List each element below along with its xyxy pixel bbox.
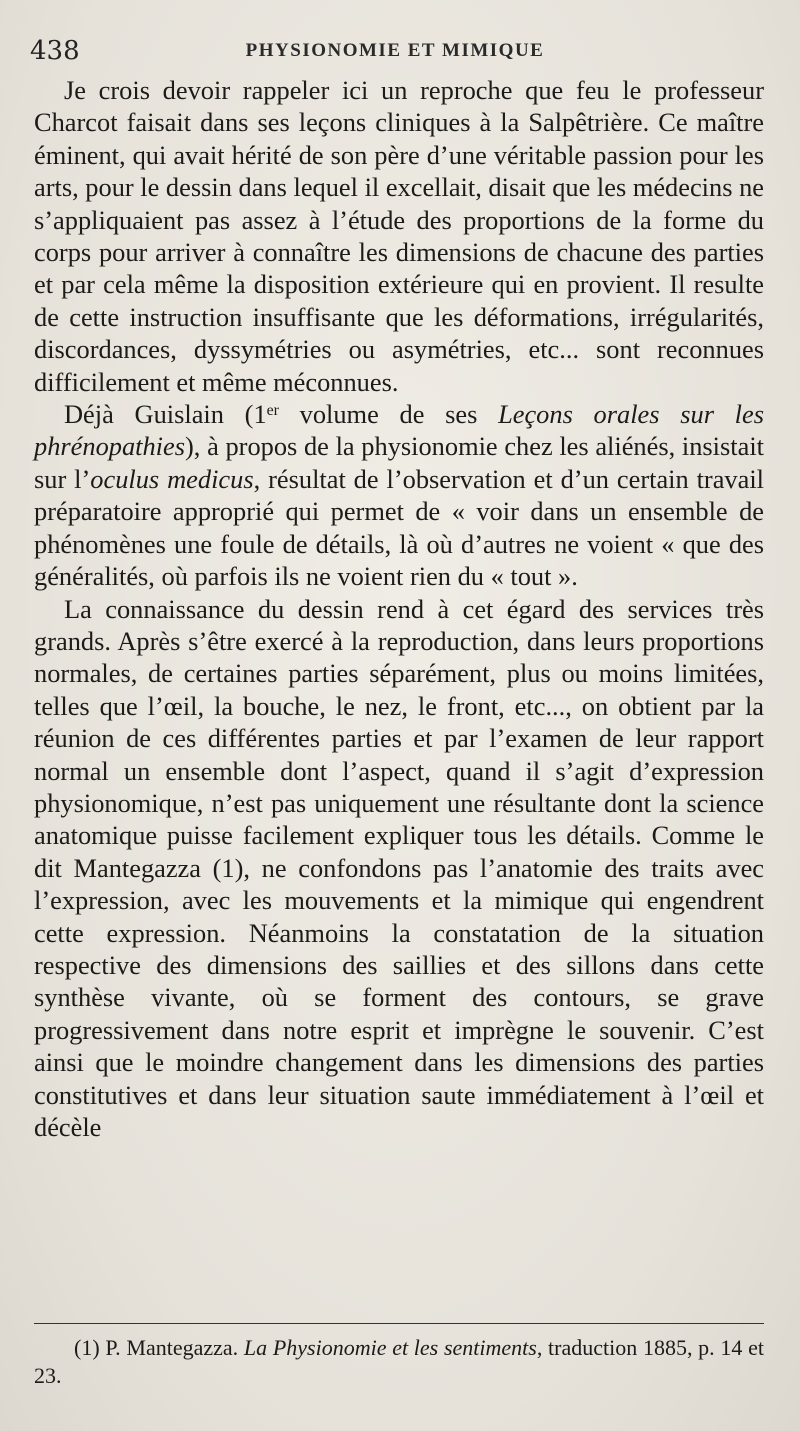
paragraph-text: Déjà Guislain (1 (64, 399, 267, 430)
body-text (34, 74, 764, 1143)
paragraph-text: volume de ses (278, 399, 499, 430)
paragraph-text: , résultat de l’observation et d’un certain travail préparatoire approprié qui permet de « voir dans un ensemble de phénomènes une foule de détails, là où d’autres ne voient « que des généralités, où parfois ils ne voient rien du « tout ». (34, 463, 764, 592)
paragraph-charcot: Je crois devoir rappeler ici un reproche que feu le professeur Charcot faisait dans ses leçons cliniques à la Salpêtrière. Ce maître éminent, qui avait hérité de son père d’une véritable passion pour les arts, pour le dessin dans lequel il excellait, disait que les médecins ne s’appliquaient pas assez à l’étude des proportions de la forme du corps pour arriver à connaître les dimensions de chacune des parties et par cela même la disposition extérieure qui en provient. Il resulte de cette instruction insuffisante que les déformations, irrégularités, discordances, dyssymétries ou asymétries, etc... sont reconnues difficilement et même méconnues. (34, 75, 764, 397)
footnote-rule (34, 1323, 764, 1324)
superscript: er (266, 402, 279, 420)
footnote-rest: , traduction 1885, p. 14 et 23. (34, 1335, 764, 1388)
page-number: 438 (30, 36, 80, 66)
footnote-label: (1) P. Mantegazza. (74, 1335, 244, 1360)
running-head: PHYSIONOMIE ET MIMIQUE (245, 40, 545, 61)
latin-term: oculus medicus (90, 463, 254, 494)
footnote (34, 1334, 764, 1390)
page-header (30, 36, 760, 70)
paragraph-guislain (34, 398, 764, 592)
paragraph-text: ), à propos de la physionomie chez les aliénés, insistait sur l’ (34, 431, 764, 494)
book-title: Leçons orales sur les phrénopathies (34, 399, 764, 462)
paragraph-dessin: La connaissance du dessin rend à cet égard des services très grands. Après s’être exercé à la reproduction, dans leurs proportions normales, de certaines parties séparément, plus ou moins limitées, telles que l’œil, la bouche, le nez, le front, etc..., on obtient par la réunion de ces différentes parties et par l’examen de leur rapport normal un ensemble dont l’aspect, quand il s’agit d’expression physionomique, n’est pas uniquement une résultante dont la science anatomique puisse facilement expliquer tous les détails. Comme le dit Mantegazza (1), ne confondons pas l’anatomie des traits avec l’expression, avec les mouvements et la mimique qui engendrent cette expression. Néanmoins la constatation de la situation respective des dimensions des saillies et des sillons dans cette synthèse vivante, où se forment des contours, se grave progressivement dans notre esprit et imprègne le souvenir. C’est ainsi que le moindre changement dans les dimensions des parties constitutives et dans leur situation saute immédiatement à l’œil et décèle (34, 593, 764, 1142)
footnote-title: La Physionomie et les sentiments (243, 1335, 537, 1360)
